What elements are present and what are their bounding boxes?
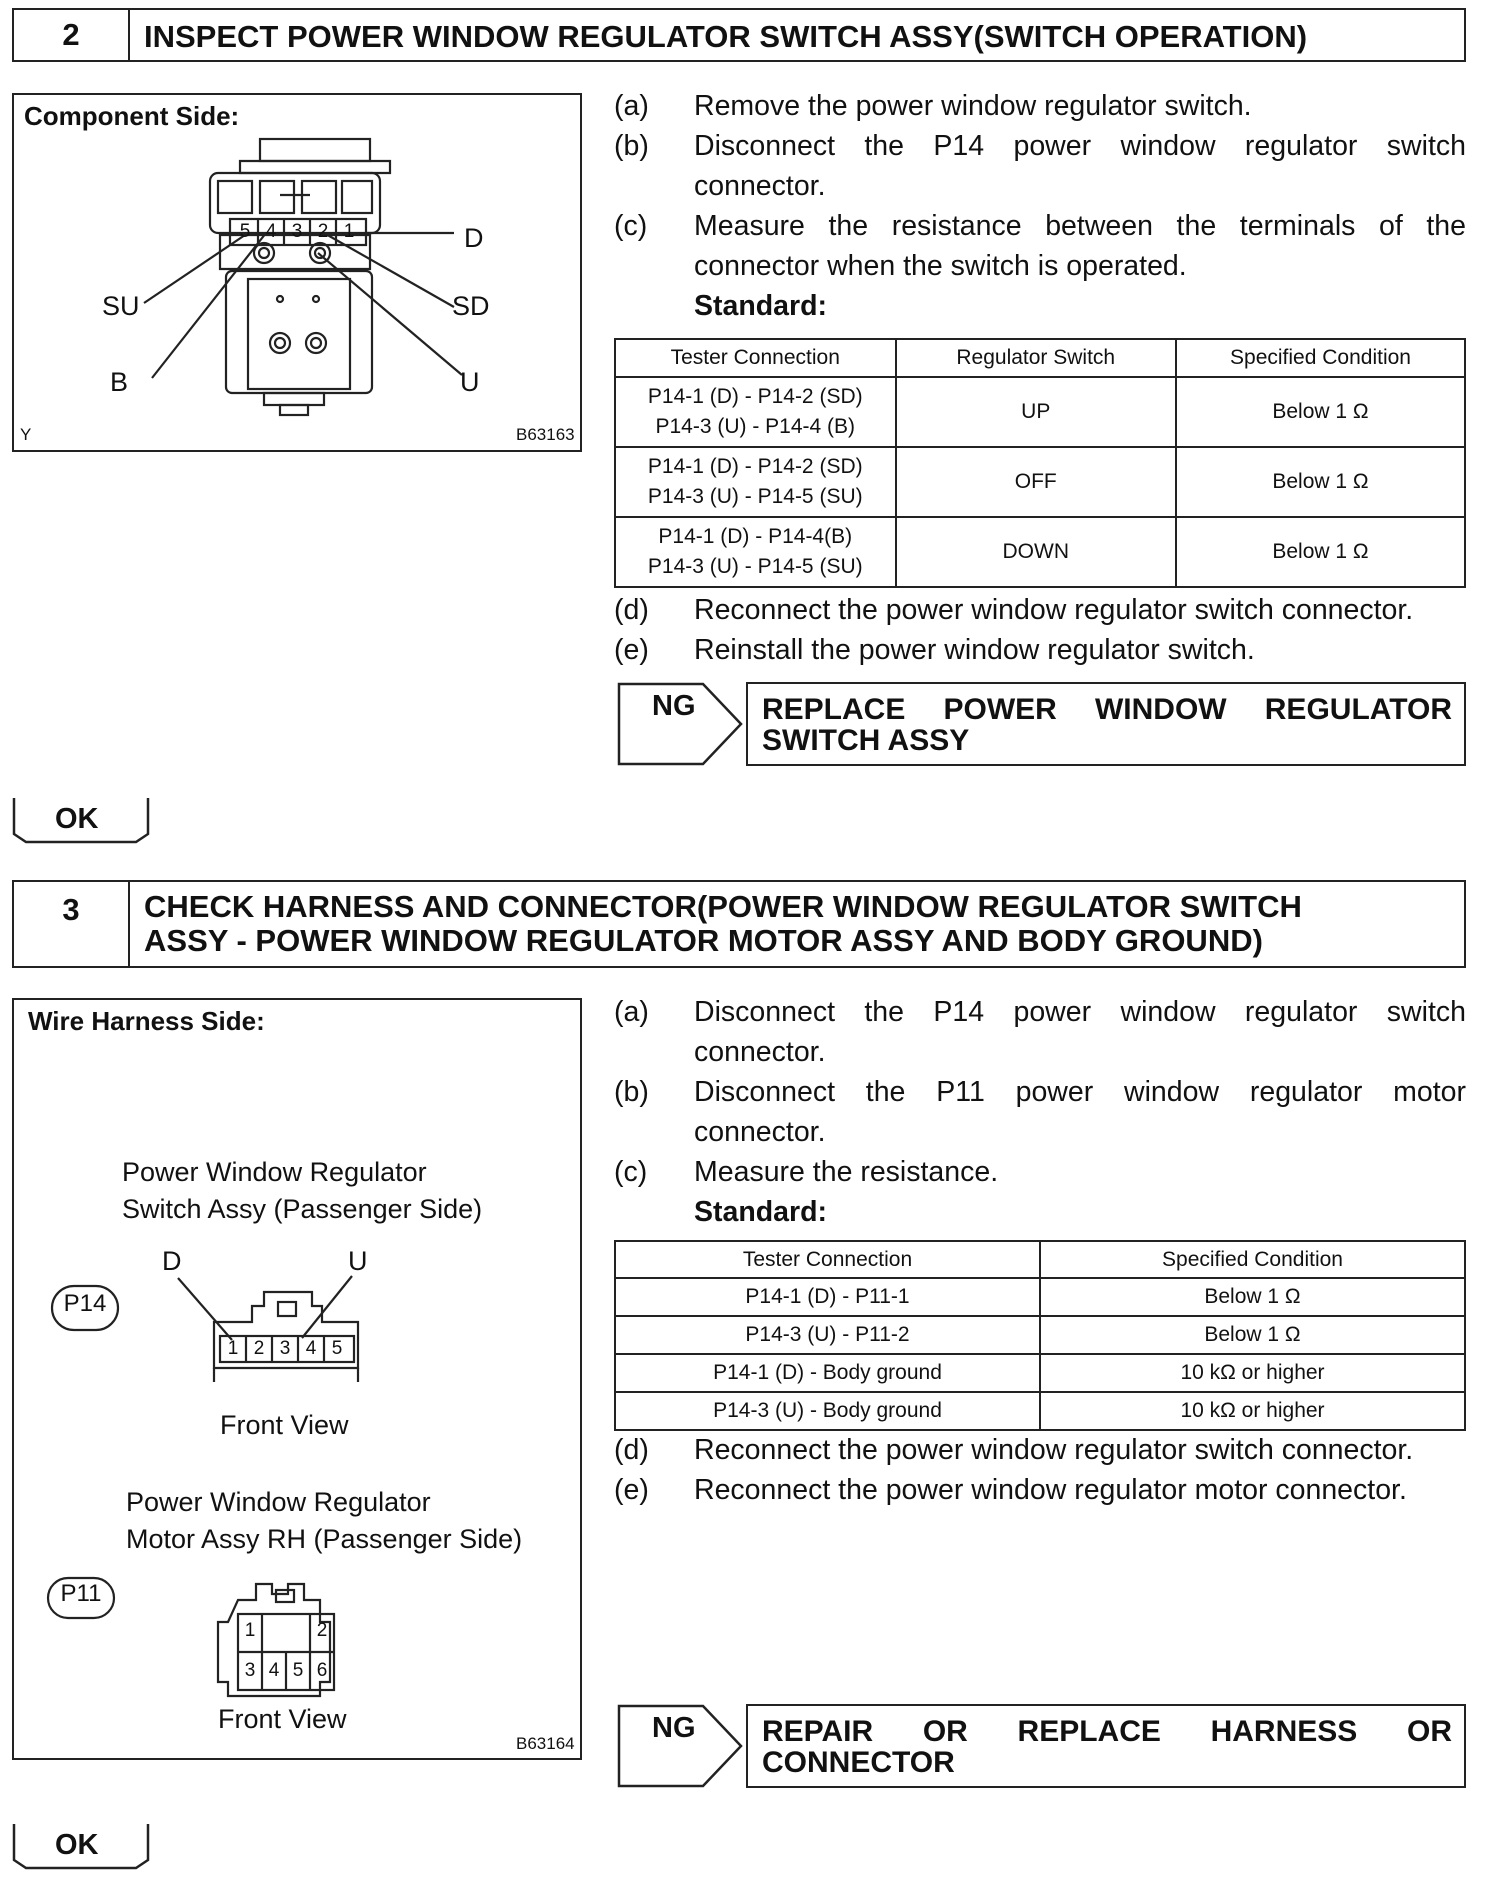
pin-2: 2 [317,221,329,242]
ok-label: OK [55,803,99,835]
ng-label: NG [652,1712,696,1744]
table-header-row [615,1241,1465,1278]
switch-connector-drawing [14,95,579,449]
callout-d: D [162,1246,182,1276]
figure-corner-mark: Y [20,425,32,444]
col-specified-condition: Specified Condition [1040,1241,1465,1278]
wire-harness-figure [12,998,582,1760]
step-3-instructions [614,992,1466,1232]
instruction-d: (d) Reconnect the power window regulator switch connector. [614,594,1414,626]
col-regulator-switch: Regulator Switch [896,339,1177,377]
table-row: P14-3 (U) - P11-2 Below 1 Ω [615,1316,1465,1354]
p14-badge-label: P14 [63,1290,107,1317]
instruction-c: (c) Measure the resistance. [614,1156,999,1188]
instruction-c: (c) Measure the resistance between the terminals of the connector when the switch is operated. [614,210,1466,282]
pin-labels [232,219,364,245]
table-header-row [615,339,1465,377]
step-3-header [12,880,1466,968]
step-3-post-instructions [614,1430,1466,1510]
connectors-drawing [14,1000,579,1757]
figure-code: B63163 [516,425,575,444]
ok-label: OK [55,1829,99,1861]
callout-u: U [348,1246,368,1276]
instruction-b: (b) Disconnect the P14 power window regulator switch connector. [614,130,1466,202]
instruction-e: (e) Reconnect the power window regulator motor connector. [614,1474,1407,1506]
table-row: P14-1 (D) - P11-1 Below 1 Ω [615,1278,1465,1316]
p14-pin-labels: 1 2 3 4 5 [227,1338,343,1359]
callout-su: SU [102,291,140,321]
step-3-number: 3 [14,882,130,966]
p11-pin-4: 4 [268,1660,280,1681]
p11-pin-6: 6 [316,1660,328,1681]
pin-1: 1 [343,221,355,242]
standard-label: Standard: [694,1196,828,1228]
step-3-title: CHECK HARNESS AND CONNECTOR(POWER WINDOW REGULATOR SWITCH ASSY - POWER WINDOW REGULATOR MOTOR ASSY AND BODY GROUND) [144,889,1302,958]
p11-badge-label: P11 [60,1580,102,1607]
figure-title: Component Side: [24,101,240,131]
ng-action-replace-switch: REPLACE POWER WINDOW REGULATOR SWITCH ASSY [746,682,1466,766]
p11-pin-3: 3 [244,1660,256,1681]
step-2-header [12,8,1466,62]
callout-d: D [464,223,484,253]
motor-name: Power Window Regulator Motor Assy RH (Passenger Side) [126,1487,523,1554]
table-row: P14-1 (D) - P14-2 (SD) P14-3 (U) - P14-4 (B) UP Below 1 Ω [615,377,1465,447]
instruction-d: (d) Reconnect the power window regulator switch connector. [614,1434,1414,1466]
figure-code: B63164 [516,1734,575,1753]
standard-label: Standard: [694,290,828,322]
step-2-number: 2 [14,10,130,60]
p11-pin-2: 2 [316,1620,328,1641]
col-specified-condition: Specified Condition [1176,339,1465,377]
switch-name: Power Window Regulator Switch Assy (Passenger Side) [122,1157,483,1224]
instruction-a: (a) Remove the power window regulator switch. [614,90,1252,122]
step-2-spec-table [614,338,1466,588]
instruction-a: (a) Disconnect the P14 power window regulator switch connector. [614,996,1466,1068]
instruction-e: (e) Reinstall the power window regulator switch. [614,634,1255,666]
callout-b: B [110,367,129,397]
figure-title: Wire Harness Side: [28,1006,265,1036]
pin-5: 5 [239,221,251,242]
front-view-label-1: Front View [220,1410,349,1440]
callout-sd: SD [452,291,490,321]
table-row: P14-1 (D) - P14-4(B) P14-3 (U) - P14-5 (SU) DOWN Below 1 Ω [615,517,1465,587]
pin-3: 3 [291,221,303,242]
table-row: P14-1 (D) - P14-2 (SD) P14-3 (U) - P14-5 (SU) OFF Below 1 Ω [615,447,1465,517]
col-tester-connection: Tester Connection [615,1241,1040,1278]
instruction-b: (b) Disconnect the P11 power window regulator motor connector. [614,1076,1466,1148]
front-view-label-2: Front View [218,1704,347,1734]
table-row: P14-1 (D) - Body ground 10 kΩ or higher [615,1354,1465,1392]
step-3-spec-table [614,1240,1466,1431]
component-side-figure [12,93,582,452]
p11-pin-1: 1 [244,1620,256,1641]
step-2-post-instructions [614,590,1466,670]
pin-4: 4 [265,221,277,242]
ng-label: NG [652,690,696,722]
ng-action-repair-harness: REPAIR OR REPLACE HARNESS OR CONNECTOR [746,1704,1466,1788]
callout-u: U [460,367,480,397]
p11-pin-5: 5 [292,1660,304,1681]
step-2-title: INSPECT POWER WINDOW REGULATOR SWITCH ASSY(SWITCH OPERATION) [144,19,1308,54]
table-row: P14-3 (U) - Body ground 10 kΩ or higher [615,1392,1465,1430]
step-2-instructions [614,86,1466,326]
col-tester-connection: Tester Connection [615,339,896,377]
